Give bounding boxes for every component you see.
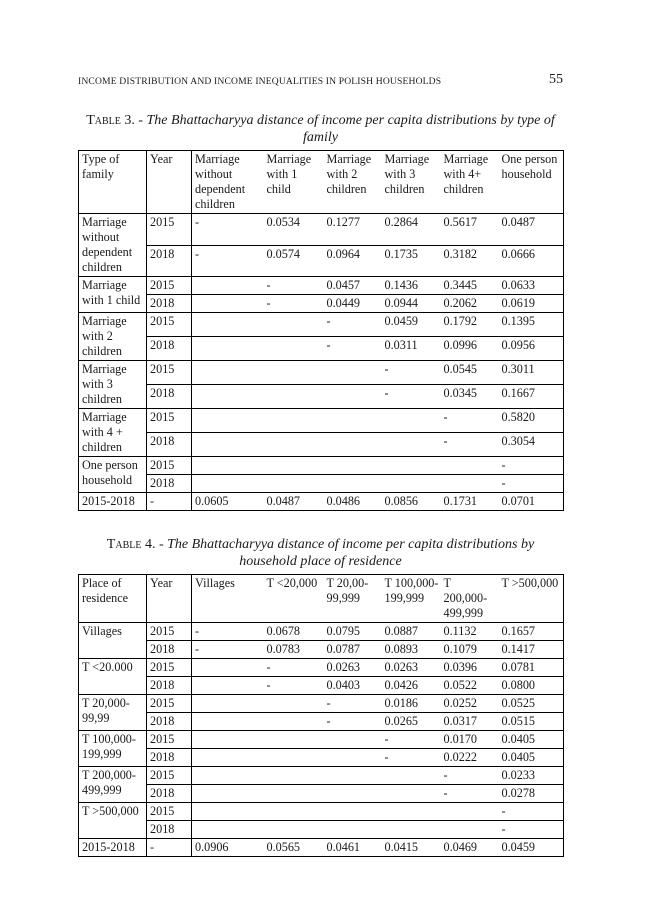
table-row	[79, 337, 564, 361]
distance-cell: -	[441, 767, 499, 785]
distance-cell: 0.0278	[499, 785, 564, 803]
distance-cell	[192, 695, 264, 713]
running-head	[78, 74, 563, 92]
table-row	[79, 361, 564, 385]
distance-cell: 0.0317	[441, 713, 499, 731]
distance-cell	[264, 803, 324, 821]
distance-cell: -	[441, 785, 499, 803]
distance-cell	[192, 821, 264, 839]
distance-cell	[264, 749, 324, 767]
distance-cell: 0.1436	[382, 277, 441, 295]
distance-cell: 0.0263	[382, 659, 441, 677]
year-cell: 2018	[147, 337, 192, 361]
distance-cell: 0.0459	[499, 839, 564, 857]
distance-cell: 0.0887	[382, 623, 441, 641]
year-cell: 2015	[147, 214, 192, 246]
column-header: T 200,000-499,999	[441, 575, 499, 623]
table-row	[79, 409, 564, 433]
distance-cell	[192, 475, 264, 493]
distance-cell: 0.0252	[441, 695, 499, 713]
distance-cell	[264, 785, 324, 803]
year-cell: 2015	[147, 277, 192, 295]
distance-cell: -	[382, 361, 441, 385]
table-row	[79, 385, 564, 409]
header-row	[79, 151, 564, 214]
distance-cell: 0.0787	[324, 641, 382, 659]
distance-cell: -	[324, 337, 382, 361]
distance-cell: 0.0311	[382, 337, 441, 361]
distance-cell: 0.0605	[192, 493, 264, 511]
distance-cell: 0.0666	[499, 245, 564, 277]
column-header: T >500,000	[499, 575, 564, 623]
distance-cell	[382, 785, 441, 803]
distance-cell: 0.0893	[382, 641, 441, 659]
distance-cell: 0.0574	[264, 245, 324, 277]
period-cell: 2015-2018	[79, 493, 147, 511]
distance-cell	[192, 767, 264, 785]
distance-cell: 0.3054	[499, 433, 564, 457]
distance-cell	[324, 749, 382, 767]
footer-row	[79, 493, 564, 511]
distance-cell	[382, 457, 441, 475]
distance-cell	[264, 385, 324, 409]
distance-cell: 0.0800	[499, 677, 564, 695]
distance-cell	[441, 457, 499, 475]
distance-cell	[324, 361, 382, 385]
table-3-caption	[78, 112, 563, 146]
distance-cell: 0.0403	[324, 677, 382, 695]
table-3-title: - The Bhattacharyya distance of income per capita distributions by type of family	[138, 113, 555, 145]
distance-cell: 0.3011	[499, 361, 564, 385]
year-cell: 2015	[147, 313, 192, 337]
row-group-label: One person household	[79, 457, 147, 493]
year-cell: 2015	[147, 361, 192, 385]
table-row	[79, 731, 564, 749]
distance-cell	[192, 803, 264, 821]
column-header: Marriage without dependent children	[192, 151, 264, 214]
column-header: T <20,000	[264, 575, 324, 623]
column-header: T 20,00-99,999	[324, 575, 382, 623]
distance-cell: 0.0619	[499, 295, 564, 313]
year-cell: 2015	[147, 767, 192, 785]
distance-cell	[264, 457, 324, 475]
distance-cell: -	[441, 433, 499, 457]
distance-cell: 0.0469	[441, 839, 499, 857]
distance-cell: -	[192, 214, 264, 246]
table-row	[79, 313, 564, 337]
table-row	[79, 245, 564, 277]
distance-cell	[192, 277, 264, 295]
column-header: Marriage with 3 children	[382, 151, 441, 214]
distance-cell	[264, 731, 324, 749]
distance-cell: 0.0233	[499, 767, 564, 785]
distance-cell: 0.0545	[441, 361, 499, 385]
distance-cell	[382, 409, 441, 433]
distance-cell	[264, 475, 324, 493]
distance-cell: 0.0170	[441, 731, 499, 749]
distance-cell	[324, 409, 382, 433]
distance-cell: 0.0534	[264, 214, 324, 246]
table-row	[79, 457, 564, 475]
column-header: Marriage with 1 child	[264, 151, 324, 214]
year-cell: 2015	[147, 659, 192, 677]
column-header: Place of residence	[79, 575, 147, 623]
distance-cell: 0.2864	[382, 214, 441, 246]
distance-cell	[192, 385, 264, 409]
table-row	[79, 713, 564, 731]
distance-cell	[192, 659, 264, 677]
distance-cell	[264, 313, 324, 337]
year-cell: 2018	[147, 245, 192, 277]
distance-cell: 0.3445	[441, 277, 499, 295]
year-cell: 2018	[147, 713, 192, 731]
distance-cell: 0.1132	[441, 623, 499, 641]
distance-cell: 0.0457	[324, 277, 382, 295]
distance-cell	[192, 409, 264, 433]
distance-cell: 0.1731	[441, 493, 499, 511]
column-header: Marriage with 4+ children	[441, 151, 499, 214]
distance-cell: 0.0633	[499, 277, 564, 295]
table-row	[79, 767, 564, 785]
distance-cell: 0.0964	[324, 245, 382, 277]
distance-cell: 0.0522	[441, 677, 499, 695]
column-header: T 100,000-199,999	[382, 575, 441, 623]
year-cell: 2015	[147, 623, 192, 641]
running-title: INCOME DISTRIBUTION AND INCOME INEQUALITIES IN POLISH HOUSEHOLDS	[78, 76, 442, 87]
distance-cell: 0.0906	[192, 839, 264, 857]
distance-cell: -	[441, 409, 499, 433]
row-group-label: Marriage with 4 + children	[79, 409, 147, 457]
distance-cell: -	[264, 677, 324, 695]
table-row	[79, 785, 564, 803]
period-cell: 2015-2018	[79, 839, 147, 857]
distance-cell: 0.2062	[441, 295, 499, 313]
distance-cell: -	[324, 313, 382, 337]
table-4-title: - The Bhattacharyya distance of income per capita distributions by household place of residence	[158, 537, 535, 569]
distance-cell: 0.0449	[324, 295, 382, 313]
row-group-label: T 200,000-499,999	[79, 767, 147, 803]
distance-cell: 0.0186	[382, 695, 441, 713]
distance-cell	[441, 803, 499, 821]
distance-cell: 0.1079	[441, 641, 499, 659]
distance-cell	[382, 767, 441, 785]
distance-cell: 0.0515	[499, 713, 564, 731]
table-row	[79, 803, 564, 821]
year-cell: 2018	[147, 475, 192, 493]
distance-cell: 0.0856	[382, 493, 441, 511]
distance-cell: -	[324, 713, 382, 731]
distance-cell: 0.0415	[382, 839, 441, 857]
distance-cell: 0.0459	[382, 313, 441, 337]
distance-cell: 0.1657	[499, 623, 564, 641]
distance-cell: 0.0222	[441, 749, 499, 767]
table-3-label: Table 3.	[86, 113, 135, 128]
distance-cell	[192, 713, 264, 731]
distance-cell: -	[192, 641, 264, 659]
column-header: Year	[147, 575, 192, 623]
distance-cell	[382, 821, 441, 839]
distance-cell: 0.0944	[382, 295, 441, 313]
distance-cell: -	[499, 475, 564, 493]
distance-cell	[192, 731, 264, 749]
distance-cell: 0.0486	[324, 493, 382, 511]
year-cell: 2015	[147, 731, 192, 749]
row-group-label: Marriage with 3 children	[79, 361, 147, 409]
column-header: Year	[147, 151, 192, 214]
distance-cell	[192, 677, 264, 695]
distance-cell: 0.1792	[441, 313, 499, 337]
distance-cell	[324, 457, 382, 475]
distance-cell: -	[499, 821, 564, 839]
distance-cell	[324, 785, 382, 803]
distance-cell: 0.0426	[382, 677, 441, 695]
distance-cell: 0.0565	[264, 839, 324, 857]
distance-cell	[192, 785, 264, 803]
distance-cell: -	[147, 493, 192, 511]
distance-cell: -	[264, 277, 324, 295]
row-group-label: Villages	[79, 623, 147, 659]
distance-cell	[382, 433, 441, 457]
year-cell: 2015	[147, 803, 192, 821]
year-cell: 2018	[147, 641, 192, 659]
distance-cell	[192, 749, 264, 767]
distance-cell: 0.0461	[324, 839, 382, 857]
distance-cell: 0.1417	[499, 641, 564, 659]
distance-cell: -	[324, 695, 382, 713]
row-group-label: Marriage without dependent children	[79, 214, 147, 277]
table-row	[79, 295, 564, 313]
table-row	[79, 677, 564, 695]
table-row	[79, 433, 564, 457]
distance-cell: 0.0525	[499, 695, 564, 713]
distance-cell	[324, 475, 382, 493]
table-row	[79, 641, 564, 659]
distance-cell: 0.0405	[499, 749, 564, 767]
distance-cell: 0.5820	[499, 409, 564, 433]
distance-cell	[382, 475, 441, 493]
table-4-label: Table 4.	[106, 537, 156, 552]
distance-cell: 0.3182	[441, 245, 499, 277]
year-cell: 2018	[147, 677, 192, 695]
distance-cell	[192, 313, 264, 337]
footer-row	[79, 839, 564, 857]
year-cell: 2018	[147, 821, 192, 839]
distance-cell: 0.0405	[499, 731, 564, 749]
distance-cell: -	[264, 295, 324, 313]
row-group-label: Marriage with 1 child	[79, 277, 147, 313]
distance-cell: -	[382, 385, 441, 409]
distance-cell	[324, 433, 382, 457]
row-group-label: T <20.000	[79, 659, 147, 695]
distance-cell: -	[192, 245, 264, 277]
row-group-label: T 100,000-199,999	[79, 731, 147, 767]
distance-cell: -	[192, 623, 264, 641]
distance-cell: -	[264, 659, 324, 677]
distance-cell	[264, 433, 324, 457]
year-cell: 2018	[147, 749, 192, 767]
distance-cell: 0.0263	[324, 659, 382, 677]
distance-cell: 0.1735	[382, 245, 441, 277]
table-3	[78, 150, 564, 511]
distance-cell	[441, 475, 499, 493]
distance-cell	[192, 457, 264, 475]
distance-cell: 0.1667	[499, 385, 564, 409]
distance-cell: -	[499, 457, 564, 475]
year-cell: 2015	[147, 695, 192, 713]
distance-cell: 0.0396	[441, 659, 499, 677]
distance-cell: 0.0996	[441, 337, 499, 361]
distance-cell: -	[382, 749, 441, 767]
distance-cell	[264, 713, 324, 731]
distance-cell	[324, 731, 382, 749]
year-cell: 2015	[147, 457, 192, 475]
distance-cell	[264, 695, 324, 713]
distance-cell	[324, 821, 382, 839]
distance-cell: 0.0783	[264, 641, 324, 659]
header-row	[79, 575, 564, 623]
row-group-label: T >500,000	[79, 803, 147, 839]
table-row	[79, 623, 564, 641]
distance-cell	[264, 337, 324, 361]
distance-cell: -	[147, 839, 192, 857]
column-header: One person household	[499, 151, 564, 214]
row-group-label: Marriage with 2 children	[79, 313, 147, 361]
distance-cell	[192, 361, 264, 385]
distance-cell: 0.5617	[441, 214, 499, 246]
distance-cell	[192, 433, 264, 457]
table-row	[79, 475, 564, 493]
distance-cell: 0.0781	[499, 659, 564, 677]
distance-cell	[264, 361, 324, 385]
year-cell: 2015	[147, 409, 192, 433]
distance-cell	[264, 821, 324, 839]
row-group-label: T 20,000-99,99	[79, 695, 147, 731]
table-4-caption	[78, 536, 563, 570]
distance-cell: 0.0701	[499, 493, 564, 511]
distance-cell: 0.0265	[382, 713, 441, 731]
year-cell: 2018	[147, 785, 192, 803]
year-cell: 2018	[147, 295, 192, 313]
distance-cell	[324, 385, 382, 409]
distance-cell	[192, 295, 264, 313]
distance-cell: 0.0487	[264, 493, 324, 511]
distance-cell	[192, 337, 264, 361]
table-row	[79, 749, 564, 767]
page-number: 55	[549, 72, 563, 87]
distance-cell	[324, 767, 382, 785]
year-cell: 2018	[147, 385, 192, 409]
distance-cell: 0.0487	[499, 214, 564, 246]
distance-cell	[264, 409, 324, 433]
column-header: Type of family	[79, 151, 147, 214]
distance-cell	[324, 803, 382, 821]
distance-cell: -	[382, 731, 441, 749]
table-row	[79, 277, 564, 295]
distance-cell: -	[499, 803, 564, 821]
distance-cell: 0.1395	[499, 313, 564, 337]
distance-cell: 0.1277	[324, 214, 382, 246]
year-cell: 2018	[147, 433, 192, 457]
column-header: Marriage with 2 children	[324, 151, 382, 214]
distance-cell	[441, 821, 499, 839]
distance-cell: 0.0795	[324, 623, 382, 641]
table-row	[79, 214, 564, 246]
table-row	[79, 821, 564, 839]
column-header: Villages	[192, 575, 264, 623]
distance-cell: 0.0956	[499, 337, 564, 361]
table-row	[79, 695, 564, 713]
distance-cell: 0.0345	[441, 385, 499, 409]
distance-cell	[264, 767, 324, 785]
table-row	[79, 659, 564, 677]
table-4	[78, 574, 564, 857]
distance-cell	[382, 803, 441, 821]
distance-cell: 0.0678	[264, 623, 324, 641]
